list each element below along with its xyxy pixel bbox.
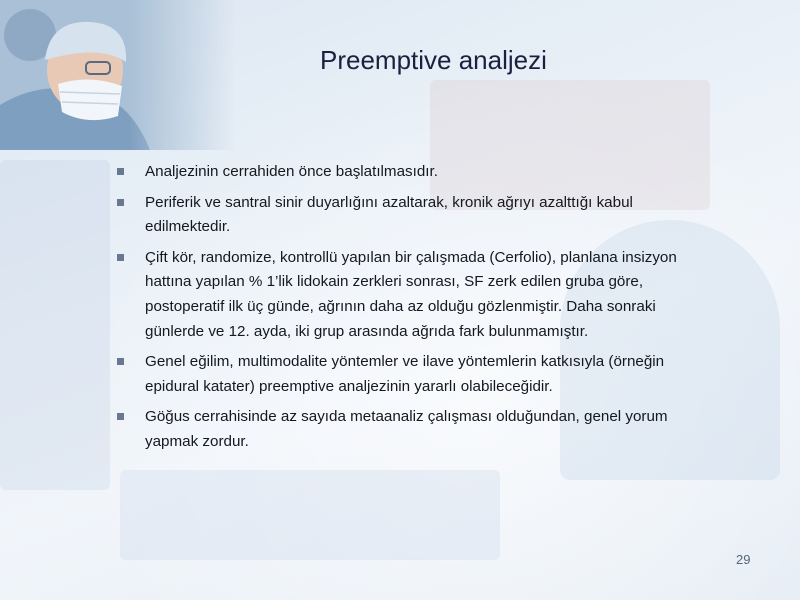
bullet-item — [116, 405, 716, 454]
background-shape — [0, 160, 110, 490]
square-bullet-icon — [117, 168, 124, 175]
bullet-item — [116, 246, 716, 344]
bullet-list — [116, 160, 716, 461]
square-bullet-icon — [117, 199, 124, 206]
slide-title: Preemptive analjezi — [320, 45, 547, 75]
bullet-text: Göğus cerrahisinde az sayıda metaanaliz çalışması olduğundan, genel yorum yapmak zordur. — [145, 408, 668, 450]
square-bullet-icon — [117, 254, 124, 261]
surgeon-image — [0, 0, 235, 150]
bullet-text: Periferik ve santral sinir duyarlığını azaltarak, kronik ağrıyı azalttığı kabul edilmektedir. — [145, 193, 633, 236]
background-shape — [120, 470, 500, 560]
bullet-text: Analjezinin cerrahiden önce başlatılmasıdır. — [145, 163, 438, 180]
bullet-item — [116, 191, 716, 240]
bullet-item — [116, 350, 716, 399]
bullet-item — [116, 160, 716, 185]
page-number: 29 — [736, 552, 751, 567]
bullet-text: Genel eğilim, multimodalite yöntemler ve ilave yöntemlerin katkısıyla (örneğin epidural katater) preemptive analjezinin yararlı olabileceğidir. — [145, 353, 665, 395]
square-bullet-icon — [117, 413, 124, 420]
square-bullet-icon — [117, 358, 124, 365]
bullet-text: Çift kör, randomize, kontrollü yapılan bir çalışmada (Cerfolio), planlana insizyon hattına yapılan % 1’lik lidokain zerkleri sonrası, SF zerk edilen gruba göre, postoperatif ilk üç günde, ağrının daha az olduğu gözlenmiştir. Daha sonraki günlerde ve 12. ayda, iki grup arasında ağrıda fark bulunmamıştır. — [145, 248, 677, 340]
